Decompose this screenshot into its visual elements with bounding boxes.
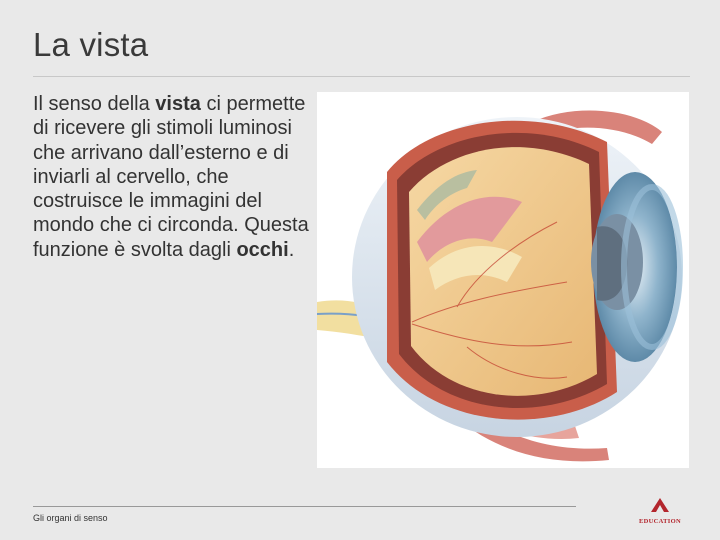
publisher-logo: [638, 498, 682, 524]
slide-title: La vista: [33, 26, 149, 63]
keyword-occhi: occhi: [236, 238, 289, 261]
footer-section-title: Gli organi di senso: [33, 513, 108, 523]
title-divider: [33, 76, 690, 77]
body-text-part: .: [288, 238, 295, 261]
body-text-part: Il senso della: [33, 93, 156, 115]
footer-divider: [33, 506, 576, 507]
eye-cross-section-illustration: [317, 92, 689, 468]
eye-anatomy-image: [317, 92, 689, 468]
logo-mark-icon: [651, 498, 669, 512]
body-text-part: ci permette di ricevere gli stimoli luminosi che arrivano dall’esterno e di inviarli al cervello, che costruisce le immagini del mondo che ci circonda. Questa funzione è svolta dagli: [33, 93, 309, 261]
logo-wordmark: EDUCATION: [639, 518, 681, 525]
keyword-vista: vista: [155, 93, 201, 115]
body-text: [33, 92, 315, 262]
